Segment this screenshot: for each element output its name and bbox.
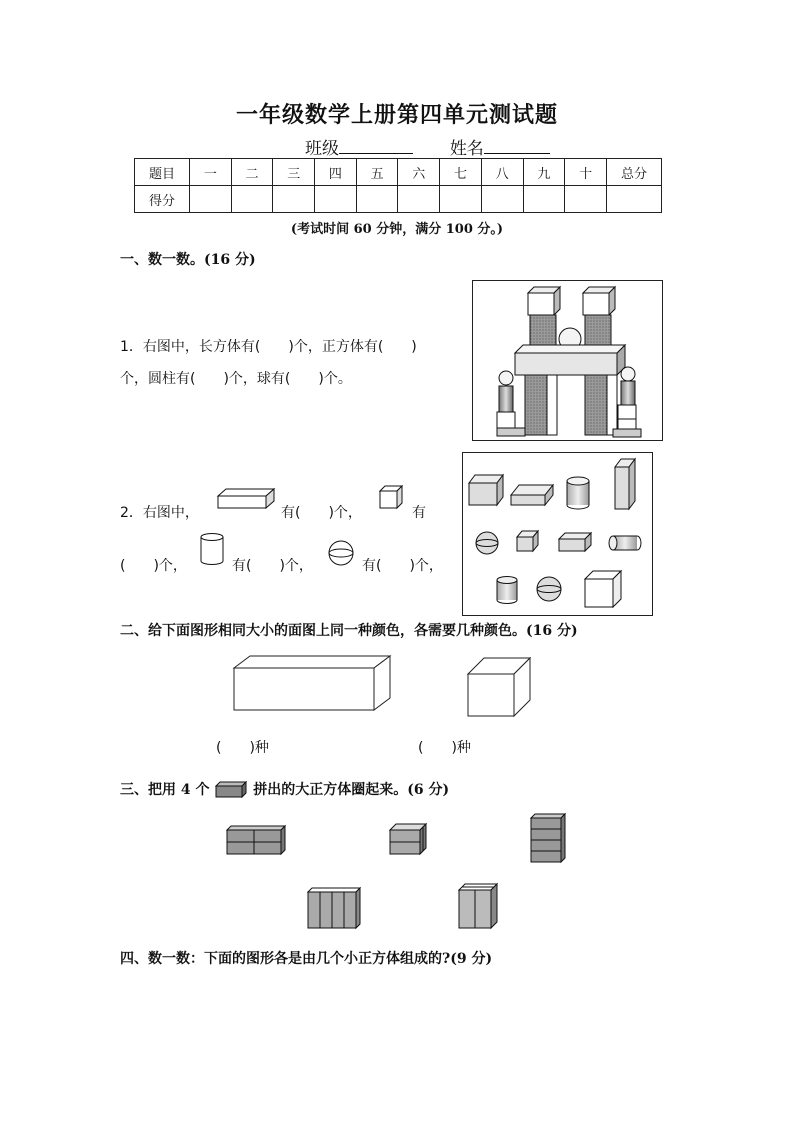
q2-text-c: ( )个， bbox=[120, 558, 187, 574]
score-cell: 总分 bbox=[607, 159, 662, 186]
score-input-cell[interactable] bbox=[190, 186, 232, 213]
score-input-cell[interactable] bbox=[398, 186, 440, 213]
name-label: 姓名 bbox=[449, 139, 484, 159]
option-figure-3[interactable] bbox=[530, 812, 566, 864]
score-input-cell[interactable] bbox=[356, 186, 398, 213]
section-3-heading bbox=[120, 779, 449, 799]
score-row-label: 得分 bbox=[135, 186, 190, 213]
score-cell: 题目 bbox=[135, 159, 190, 186]
score-input-cell[interactable] bbox=[315, 186, 357, 213]
score-cell: 四 bbox=[315, 159, 357, 186]
answer-blank-2[interactable]: ( )种 bbox=[418, 740, 471, 756]
score-input-cell[interactable] bbox=[231, 186, 273, 213]
cube-drawing bbox=[466, 656, 532, 718]
score-cell: 三 bbox=[273, 159, 315, 186]
option-figure-5[interactable] bbox=[458, 882, 498, 930]
exam-note: (考试时间 60 分钟，满分 100 分。) bbox=[290, 222, 504, 237]
solid-shapes-image bbox=[462, 452, 653, 616]
score-table-header-row bbox=[135, 159, 662, 186]
sphere-icon bbox=[326, 538, 356, 568]
score-cell: 一 bbox=[190, 159, 232, 186]
class-blank[interactable] bbox=[339, 137, 413, 154]
score-table-score-row bbox=[135, 186, 662, 213]
score-input-cell[interactable] bbox=[565, 186, 607, 213]
option-figure-2[interactable] bbox=[389, 822, 427, 856]
cylinder-icon bbox=[198, 532, 226, 566]
score-cell: 六 bbox=[398, 159, 440, 186]
page-title: 一年级数学上册第四单元测试题 bbox=[235, 102, 558, 128]
score-input-cell[interactable] bbox=[273, 186, 315, 213]
score-cell: 十 bbox=[565, 159, 607, 186]
q2-text-b: 有 bbox=[412, 505, 426, 521]
name-blank[interactable] bbox=[484, 137, 550, 154]
small-cuboid-icon bbox=[214, 781, 248, 799]
q1-line2: 个，圆柱有( )个，球有( )个。 bbox=[120, 371, 352, 387]
score-input-cell[interactable] bbox=[440, 186, 482, 213]
section-1-heading: 一、数一数。(16 分) bbox=[120, 252, 256, 268]
score-cell: 九 bbox=[523, 159, 565, 186]
section-3-heading-start: 三、把用 4 个 bbox=[120, 782, 210, 798]
answer-blank-1[interactable]: ( )种 bbox=[216, 740, 269, 756]
cuboid-drawing bbox=[232, 654, 392, 714]
score-cell: 二 bbox=[231, 159, 273, 186]
q2-prefix: 2．右图中， bbox=[120, 505, 199, 521]
q1-line1: 1．右图中，长方体有( )个，正方体有( ) bbox=[120, 339, 417, 355]
score-cell: 五 bbox=[356, 159, 398, 186]
score-input-cell[interactable] bbox=[607, 186, 662, 213]
q2-text-a: 有( )个， bbox=[281, 505, 362, 521]
score-table bbox=[134, 158, 662, 213]
score-input-cell[interactable] bbox=[481, 186, 523, 213]
section-4-heading: 四、数一数：下面的图形各是由几个小正方体组成的?(9 分) bbox=[120, 951, 493, 967]
class-label: 班级 bbox=[305, 139, 339, 159]
score-cell: 七 bbox=[440, 159, 482, 186]
section-2-heading: 二、给下面图形相同大小的面图上同一种颜色，各需要几种颜色。(16 分) bbox=[120, 623, 578, 639]
option-figure-1[interactable] bbox=[226, 824, 286, 856]
q2-text-e: 有( )个， bbox=[362, 558, 443, 574]
name-row bbox=[305, 134, 550, 159]
score-cell: 八 bbox=[481, 159, 523, 186]
option-figure-4[interactable] bbox=[307, 886, 361, 930]
cuboid-icon bbox=[216, 486, 276, 510]
section-3-heading-end: 拼出的大正方体圈起来。(6 分) bbox=[253, 782, 450, 798]
castle-blocks-image bbox=[472, 280, 663, 441]
score-input-cell[interactable] bbox=[523, 186, 565, 213]
cube-icon bbox=[378, 484, 404, 510]
q2-text-d: 有( )个， bbox=[232, 558, 313, 574]
